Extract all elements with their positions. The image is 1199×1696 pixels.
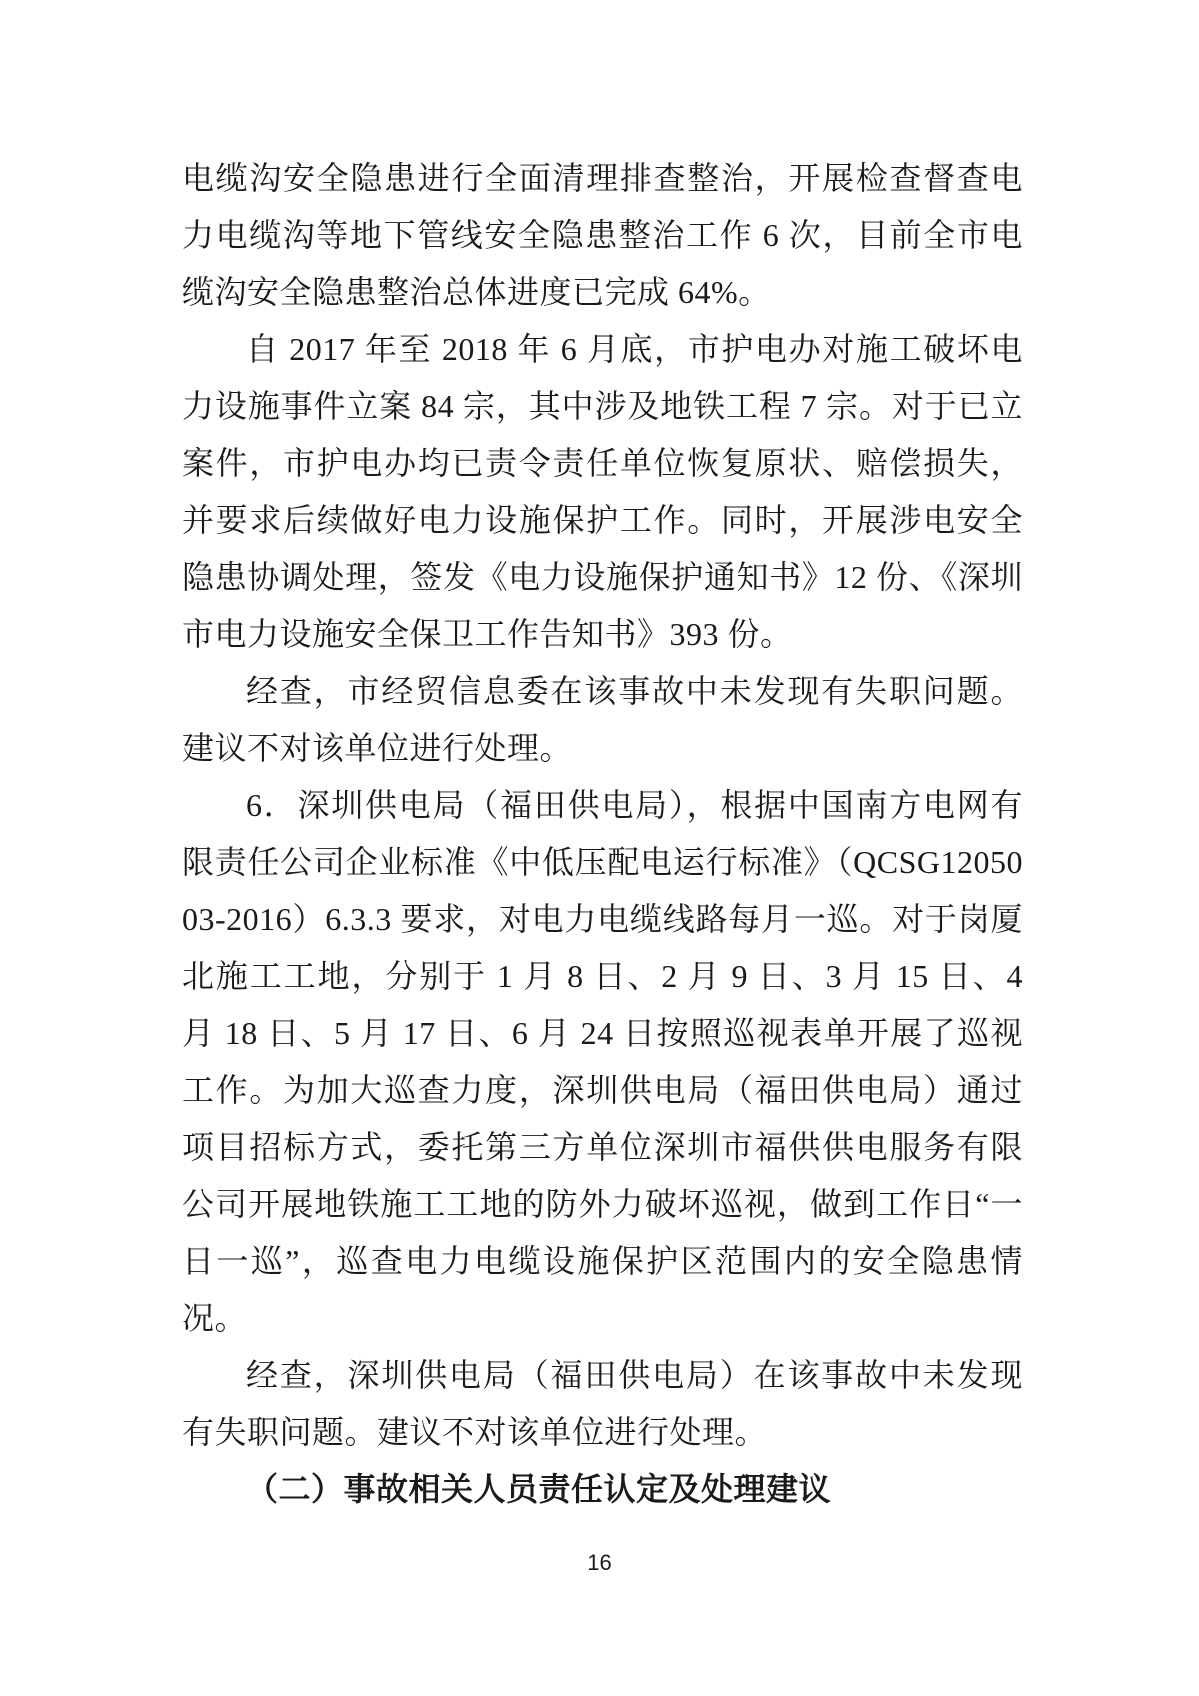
paragraph: 经查，深圳供电局（福田供电局）在该事故中未发现有失职问题。建议不对该单位进行处理。	[182, 1357, 1023, 1450]
paragraph: 6．深圳供电局（福田供电局），根据中国南方电网有限责任公司企业标准《中低压配电运行标准》（QCSG1205003-2016）6.3.3 要求，对电力电缆线路每月一巡。对于岗厦北施工工地，分别于 1 月 8 日、2 月 9 日、3 月 15 日、4 月 18 日、5 月 17 日、6 月 24 日按照巡视表单开展了巡视工作。为加大巡查力度，深圳供电局（福田供电局）通过项目招标方式，委托第三方单位深圳市福供供电服务有限公司开展地铁施工工地的防外力破坏巡视，做到工作日“一日一巡”，巡查电力电缆设施保护区范围内的安全隐患情况。	[182, 787, 1023, 1336]
paragraph: 电缆沟安全隐患进行全面清理排查整治，开展检查督查电力电缆沟等地下管线安全隐患整治工作 6 次，目前全市电缆沟安全隐患整治总体进度已完成 64%。	[182, 160, 1023, 310]
paragraph: 自 2017 年至 2018 年 6 月底，市护电办对施工破坏电力设施事件立案 84 宗，其中涉及地铁工程 7 宗。对于已立案件，市护电办均已责令责任单位恢复原状、赔偿损失，并要求后续做好电力设施保护工作。同时，开展涉电安全隐患协调处理，签发《电力设施保护通知书》12 份、《深圳市电力设施安全保卫工作告知书》393 份。	[182, 331, 1023, 652]
page-number: 16	[587, 1550, 612, 1575]
text-body	[182, 150, 1023, 1518]
paragraph: 经查，市经贸信息委在该事故中未发现有失职问题。建议不对该单位进行处理。	[182, 673, 1023, 766]
section-heading: （二）事故相关人员责任认定及处理建议	[246, 1471, 832, 1507]
